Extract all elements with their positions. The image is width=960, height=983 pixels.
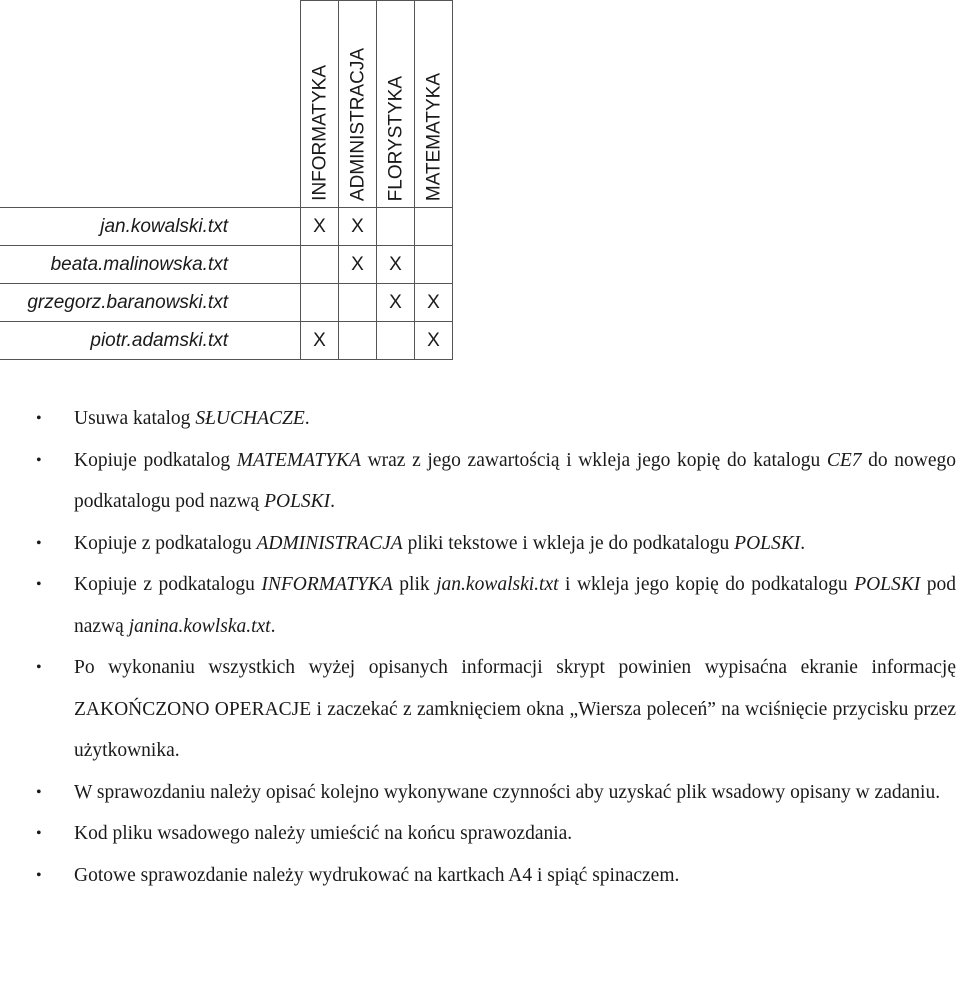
italic-term: SŁUCHACZE — [195, 408, 305, 429]
bullet-icon: • — [36, 410, 42, 427]
instruction-text: Po wykonaniu wszystkich wyżej opisanych informacji skrypt powinien wypisaćna ekranie informację ZAKOŃCZONO OPERACJE i zaczekać z zamknięciem okna „Wiersza poleceń” na wciśnięcie przycisku przez użytkownika. — [74, 657, 956, 761]
row-file-name: jan.kowalski.txt — [0, 208, 301, 246]
bullet-icon: • — [36, 866, 42, 884]
instruction-text: Kopiuje z podkatalogu — [74, 532, 257, 554]
row-mark: X — [301, 322, 339, 360]
row-mark — [339, 284, 377, 322]
list-item — [0, 813, 960, 855]
list-item — [0, 564, 960, 647]
row-file-name: piotr.adamski.txt — [0, 322, 301, 360]
instruction-text: wraz z jego zawartością i wkleja jego kopię do katalogu — [360, 449, 827, 471]
italic-term: POLSKI — [734, 532, 801, 554]
row-mark: X — [377, 284, 415, 322]
italic-term: POLSKI — [854, 574, 921, 595]
table-row — [0, 322, 453, 360]
italic-term: CE7 — [826, 449, 862, 471]
italic-term: MATEMATYKA — [236, 449, 361, 471]
bullet-icon: • — [36, 451, 42, 469]
instruction-text: do nowego podkatalogu pod nazwą — [74, 449, 957, 512]
bullet-icon: • — [36, 659, 42, 676]
bullet-icon: • — [36, 576, 42, 593]
instruction-text: . — [304, 408, 310, 429]
row-mark — [377, 322, 415, 360]
row-mark — [377, 208, 415, 246]
row-mark: X — [339, 208, 377, 246]
row-mark — [415, 208, 453, 246]
row-mark: X — [301, 208, 339, 246]
row-file-name: grzegorz.baranowski.txt — [0, 284, 301, 322]
row-mark — [301, 284, 339, 322]
list-item — [0, 772, 960, 814]
italic-term: POLSKI — [264, 491, 331, 512]
italic-term: jan.kowalski.txt — [436, 574, 559, 595]
table-corner — [0, 1, 301, 208]
row-mark: X — [339, 246, 377, 284]
row-mark: X — [377, 246, 415, 284]
row-mark: X — [415, 284, 453, 322]
instruction-list — [0, 398, 960, 896]
row-mark — [339, 322, 377, 360]
italic-term: ADMINISTRACJA — [256, 532, 403, 554]
instruction-text: Kopiuje z podkatalogu — [74, 574, 262, 595]
header-row — [0, 1, 453, 208]
table-row — [0, 246, 453, 284]
bullet-icon: • — [36, 825, 42, 842]
table-row — [0, 284, 453, 322]
instruction-text: i wkleja jego kopię do podkatalogu — [558, 574, 855, 595]
italic-term: janina.kowlska.txt — [128, 615, 271, 637]
instruction-text: . — [800, 532, 806, 554]
instruction-text: Kod pliku wsadowego należy umieścić na końcu sprawozdania. — [74, 823, 573, 844]
bullet-icon: • — [36, 534, 42, 552]
row-file-name: beata.malinowska.txt — [0, 246, 301, 284]
instruction-text: plik — [392, 574, 437, 595]
row-mark — [301, 246, 339, 284]
row-mark — [415, 246, 453, 284]
italic-term: INFORMATYKA — [261, 574, 393, 595]
instruction-text: W sprawozdaniu należy opisać kolejno wykonywane czynności aby uzyskać plik wsadowy opisany w zadaniu. — [74, 781, 941, 803]
column-header-informatyka: INFORMATYKA — [301, 1, 339, 208]
assignment-table — [0, 0, 453, 360]
column-header-administracja: ADMINISTRACJA — [339, 1, 377, 208]
instruction-text: Gotowe sprawozdanie należy wydrukować na kartkach A4 i spiąć spinaczem. — [74, 864, 680, 886]
list-item — [0, 440, 960, 523]
row-mark: X — [415, 322, 453, 360]
column-header-matematyka: MATEMATYKA — [415, 1, 453, 208]
instruction-text: Usuwa katalog — [74, 408, 196, 429]
table-row — [0, 208, 453, 246]
bullet-icon: • — [36, 783, 42, 801]
instruction-text: . — [330, 491, 336, 512]
instruction-text: pod nazwą — [74, 574, 957, 637]
column-header-florystyka: FLORYSTYKA — [377, 1, 415, 208]
instruction-text: . — [270, 615, 276, 637]
list-item — [0, 398, 960, 440]
instruction-text: pliki tekstowe i wkleja je do podkatalogu — [402, 532, 735, 554]
instruction-text: Kopiuje podkatalog — [74, 449, 237, 471]
list-item — [0, 523, 960, 565]
list-item — [0, 647, 960, 772]
list-item — [0, 855, 960, 897]
